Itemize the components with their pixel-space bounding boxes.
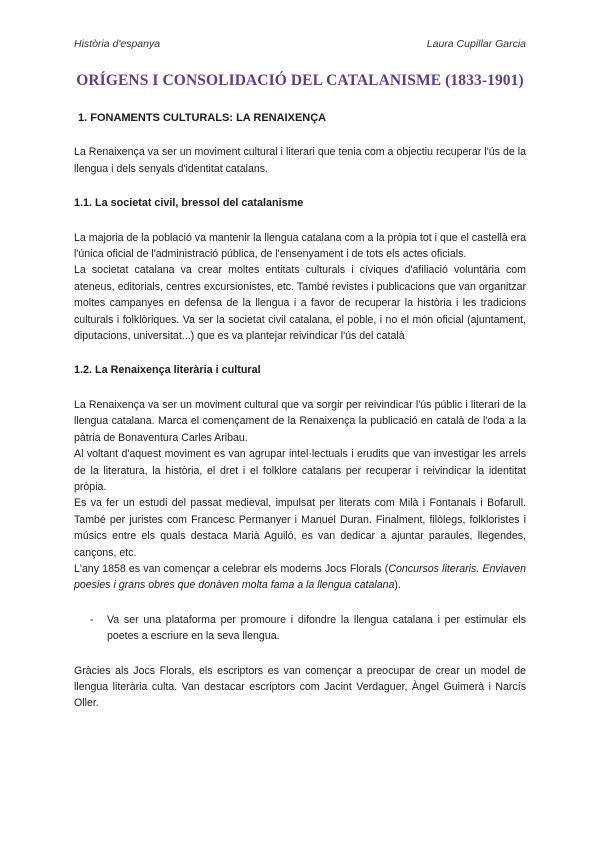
document-title: ORÍGENS I CONSOLIDACIÓ DEL CATALANISME (1833-1901) — [76, 72, 524, 89]
document-body — [74, 110, 526, 712]
bullet-text: Va ser una plataforma per promoure i difondre la llengua catalana i per estimular els poetes a escriure en la seva llengua. — [107, 613, 526, 643]
section-1-2-paragraph-2: Al voltant d'aquest moviment es van agrupar intel·lectuals i erudits que van investigar les arrels de la literatura, la història, el dret i el folklore catalans per recuperar i reivindicar la identitat pròpia. — [74, 448, 526, 493]
header-author: Laura Cupillar Garcia — [426, 38, 526, 50]
paragraph-4-italic: Concursos literaris. Enviaven poesies i grans obres que donàven molta fama a la llengua catalana — [74, 562, 527, 592]
section-1-1-paragraph-1: La majoria de la població va mantenir la llengua catalana com a la pròpia tot i que el castellà era l'única oficial de l'administració pública, de l'ensenyament i de tots els actes oficials. — [74, 231, 526, 261]
section-1-2-paragraph-4 — [74, 561, 526, 594]
bullet-dash: - — [90, 613, 94, 626]
section-1-2-paragraph-3: Es va fer un estudi del passat medieval, impulsat per literats com Milà i Fontanals i Bofarull. També per juristes com Francesc Permanyer i Manuel Duran. Finalment, filòlegs, folkloristes i músics entre els quals destaca Marià Aguiló, es van dedicar a ajuntar paraules, llegendes, cançons, etc. — [74, 497, 526, 559]
bullet-item — [90, 612, 526, 645]
section-1-heading: 1. FONAMENTS CULTURALS: LA RENAIXENÇA — [78, 112, 327, 124]
section-1-2-paragraph-5: Gràcies als Jocs Florals, els escriptors es van començar a preocupar de crear un model de llengua literària culta. Van destacar escriptors com Jacint Verdaguer, Àngel Guimerà i Narcís Oller. — [74, 664, 526, 710]
section-1-intro: La Renaixença va ser un moviment cultural i literari que tenia com a objectiu recuperar l'ús de la llengua i dels senyals d'identitat catalans. — [74, 146, 526, 175]
section-1-2-heading: 1.2. La Renaixença literària i cultural — [74, 364, 261, 377]
paragraph-4-end: ). — [394, 579, 401, 592]
paragraph-4-start: L'any 1858 es van començar a celebrar els moderns Jocs Florals ( — [74, 562, 389, 575]
section-1-1-paragraph-2: La societat catalana va crear moltes entitats culturals i cíviques d'afiliació voluntària com ateneus, editorials, centres excursionistes, etc. També revistes i publicacions que van organitzar moltes campanyes en defensa de la llengua i a favor de recuperar la història i les tradicions culturals i folklòriques. Va ser la societat civil catalana, el poble, i no el món oficial (ajuntament, diputacions, universitat...) que es va plantejar reivindicar l'ús del català — [74, 264, 526, 343]
section-1-2-paragraph-1: La Renaixença va ser un moviment cultural que va sorgir per reivindicar l'ús públic i literari de la llengua catalana. Marca el començament de la Renaixença la publicació en català de l'oda a la pàtria de Bonaventura Carles Aribau. — [74, 398, 526, 444]
header-subject: Història d'espanya — [74, 38, 161, 50]
section-1-1-heading: 1.1. La societat civil, bressol del catalanisme — [74, 197, 304, 210]
page-header — [74, 38, 526, 50]
